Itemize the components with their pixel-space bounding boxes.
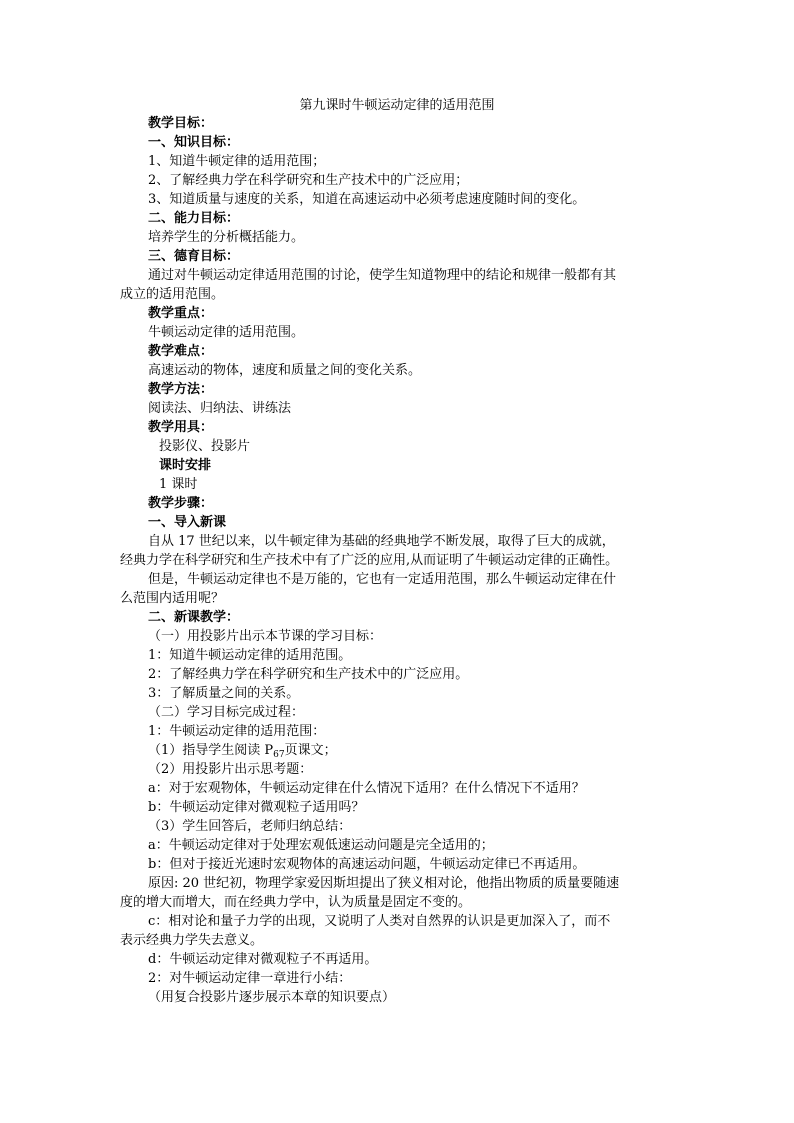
part1-heading: （一）用投影片出示本节课的学习目标： bbox=[148, 629, 383, 644]
process-line: b：牛顿运动定律对微观粒子适用吗？ bbox=[148, 800, 365, 815]
intro-heading: 一、导入新课 bbox=[148, 515, 227, 530]
process-line: a：牛顿运动定律对于处理宏观低速运动问题是完全适用的； bbox=[148, 838, 494, 853]
ability-heading: 二、能力目标： bbox=[148, 211, 240, 226]
ability-text: 培养学生的分析概括能力。 bbox=[148, 230, 305, 245]
knowledge-item: 3、知道质量与速度的关系，知道在高速运动中必须考虑速度随时间的变化。 bbox=[148, 192, 586, 207]
intro-paragraph-cont: 经典力学在科学研究和生产技术中有了广泛的应用,从而证明了牛顿运动定律的正确性。 bbox=[120, 553, 619, 568]
intro-paragraph: 但是，牛顿运动定律也不是万能的，它也有一定适用范围，那么牛顿运动定律在什 bbox=[148, 572, 617, 587]
page-subscript: 67 bbox=[273, 750, 285, 760]
part2-heading: （二）学习目标完成过程： bbox=[148, 705, 305, 720]
moral-text: 通过对牛顿运动定律适用范围的讨论，使学生知道物理中的结论和规律一般都有其 bbox=[148, 268, 617, 283]
moral-text-cont: 成立的适用范围。 bbox=[120, 287, 225, 302]
reading-text: （1）指导学生阅读 P bbox=[148, 743, 274, 758]
goals-heading: 教学目标： bbox=[148, 116, 214, 131]
intro-paragraph: 自从 17 世纪以来，以牛顿定律为基础的经典地学不断发展，取得了巨大的成就， bbox=[148, 534, 615, 549]
page-title: 第九课时牛顿运动定律的适用范围 bbox=[299, 98, 495, 113]
process-line: 原因: 20 世纪初，物理学家爱因斯坦提出了狭义相对论，他指出物质的质量要随速 bbox=[148, 876, 620, 891]
process-line: a：对于宏观物体，牛顿运动定律在什么情况下适用？在什么情况下不适用？ bbox=[148, 781, 585, 796]
steps-heading: 教学步骤： bbox=[148, 496, 214, 511]
part1-item: 3：了解质量之间的关系。 bbox=[148, 686, 300, 701]
knowledge-heading: 一、知识目标： bbox=[148, 135, 240, 150]
process-line: （用复合投影片逐步展示本章的知识要点） bbox=[148, 990, 396, 1005]
new-lesson-heading: 二、新课教学： bbox=[148, 610, 240, 625]
process-line: c：相对论和量子力学的出现，又说明了人类对自然界的认识是更加深入了，而不 bbox=[148, 914, 611, 929]
knowledge-item: 1、知道牛顿定律的适用范围； bbox=[148, 154, 326, 169]
process-line: （3）学生回答后，老师归纳总结： bbox=[148, 819, 352, 834]
method-heading: 教学方法： bbox=[148, 382, 214, 397]
process-line-cont: 度的增大而增大，而在经典力学中，认为质量是固定不变的。 bbox=[120, 895, 472, 910]
part1-item: 2：了解经典力学在科学研究和生产技术中的广泛应用。 bbox=[148, 667, 469, 682]
difficulty-heading: 教学难点： bbox=[148, 344, 214, 359]
schedule-heading: 课时安排 bbox=[159, 458, 212, 473]
process-line: 1：牛顿运动定律的适用范围： bbox=[148, 724, 326, 739]
moral-heading: 三、德育目标： bbox=[148, 249, 240, 264]
process-line: b：但对于接近光速时宏观物体的高速运动问题，牛顿运动定律已不再适用。 bbox=[148, 857, 586, 872]
knowledge-item: 2、了解经典力学在科学研究和生产技术中的广泛应用； bbox=[148, 173, 469, 188]
key-heading: 教学重点： bbox=[148, 306, 214, 321]
reading-text-end: 页课文； bbox=[284, 743, 337, 758]
tools-heading: 教学用具： bbox=[148, 420, 214, 435]
key-text: 牛顿运动定律的适用范围。 bbox=[148, 325, 305, 340]
process-line: d：牛顿运动定律对微观粒子不再适用。 bbox=[148, 952, 378, 967]
part1-item: 1：知道牛顿运动定律的适用范围。 bbox=[148, 648, 352, 663]
method-text: 阅读法、归纳法、讲练法 bbox=[148, 401, 292, 416]
intro-paragraph-cont: 么范围内适用呢？ bbox=[120, 591, 225, 606]
process-line: 2：对牛顿运动定律一章进行小结： bbox=[148, 971, 352, 986]
process-line: （2）用投影片出示思考题： bbox=[148, 762, 313, 777]
schedule-text: 1 课时 bbox=[159, 477, 198, 492]
tools-text: 投影仪、投影片 bbox=[159, 439, 251, 454]
process-line-cont: 表示经典力学失去意义。 bbox=[120, 933, 264, 948]
difficulty-text: 高速运动的物体，速度和质量之间的变化关系。 bbox=[148, 363, 422, 378]
